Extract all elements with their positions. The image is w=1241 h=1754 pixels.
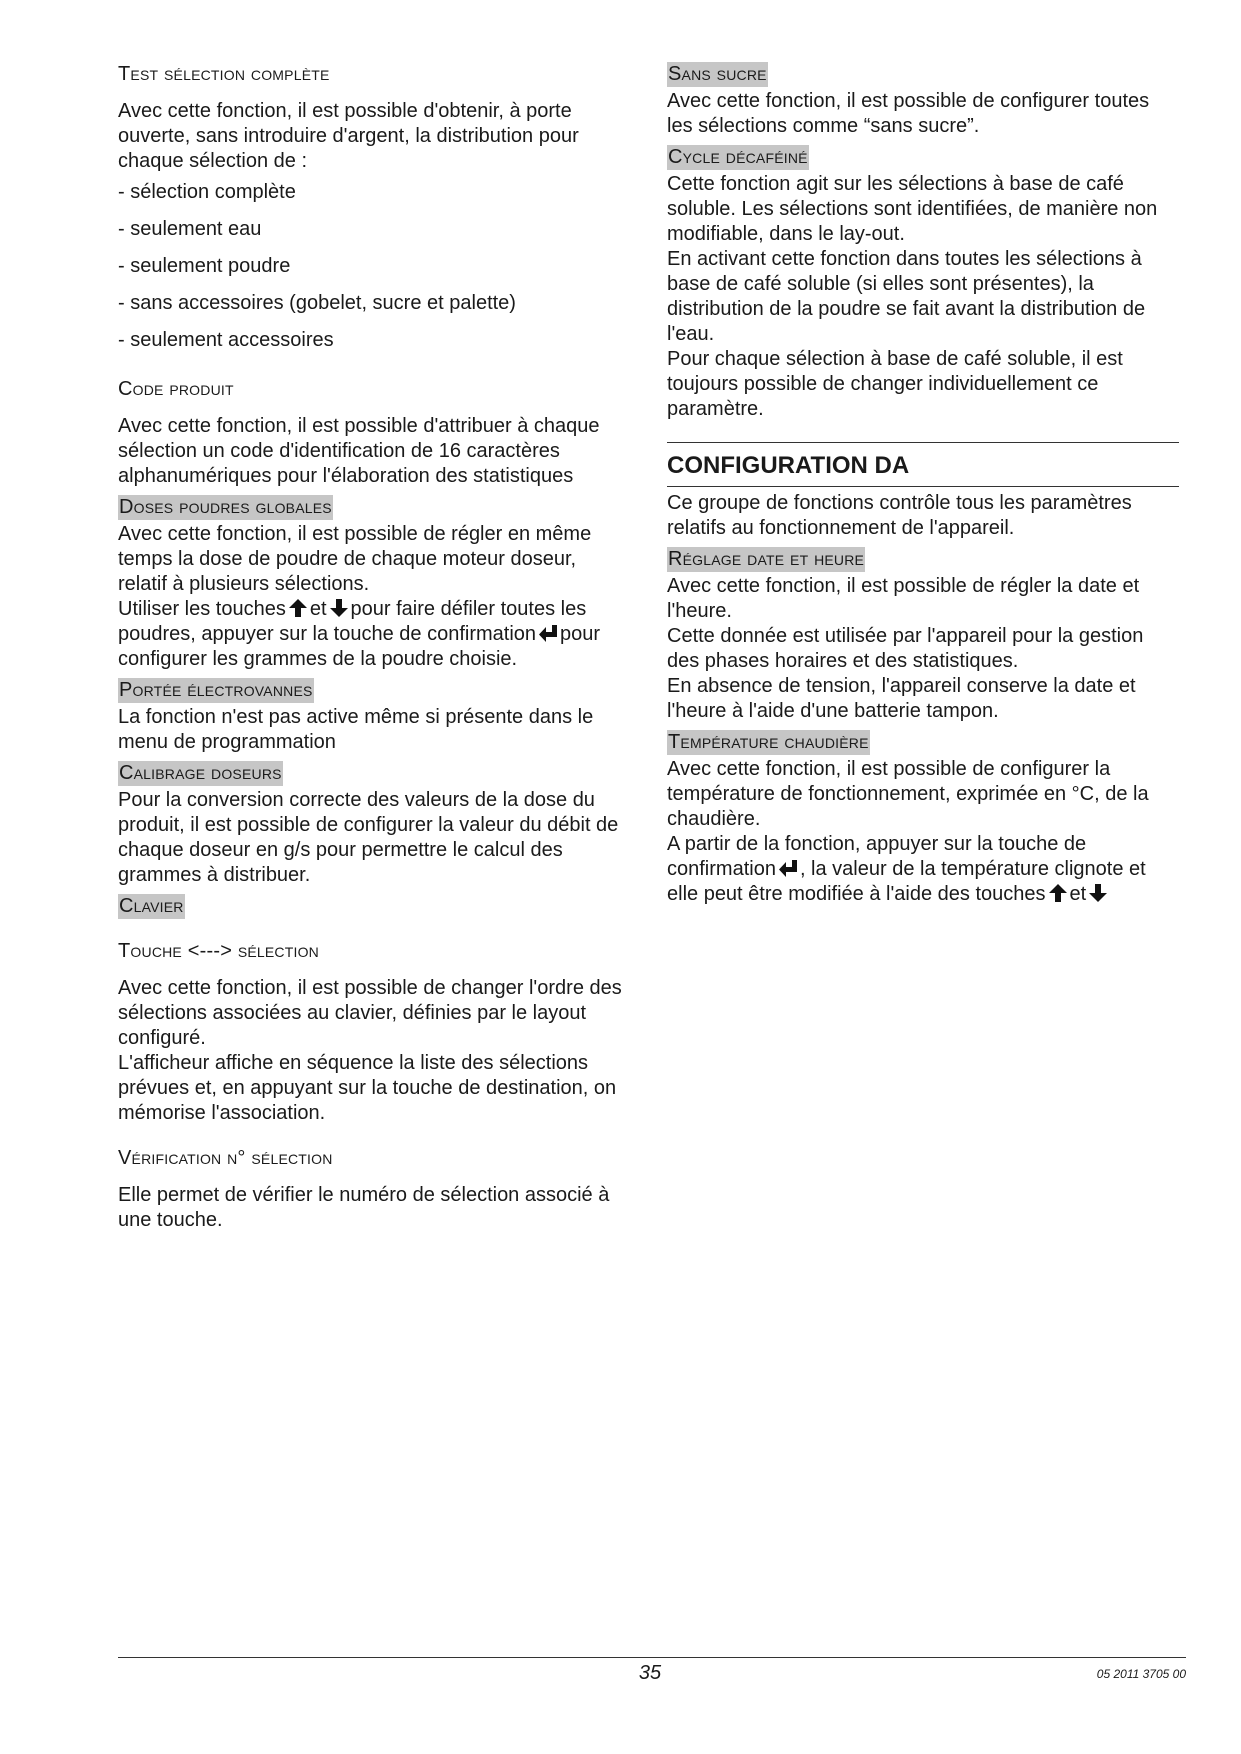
reglage-body-3: En absence de tension, l'appareil conserve la date et l'heure à l'aide d'une batterie tampon. [667,675,1136,722]
doses-keys-text-2: et [309,598,327,620]
enter-icon [778,858,798,878]
list-item: - seulement accessoires [118,329,334,351]
heading-calibrage-doseurs: Calibrage doseurs [119,762,282,784]
calibrage-body: Pour la conversion correcte des valeurs de la dose du produit, il est possible de configurer la valeur du débit de chaque doseur en g/s pour permettre le calcul des grammes à distribuer. [118,789,619,886]
list-item: - sélection complète [118,181,296,203]
doses-keys-text-4: pour configurer les grammes de la poudre choisie. [118,623,601,670]
portee-body: La fonction n'est pas active même si présente dans le menu de programmation [118,706,594,753]
heading-clavier: Clavier [119,895,184,917]
heading-test-selection: Test sélection complète [118,63,330,85]
footer-rule [118,1657,1186,1658]
doses-keys-text-1: Utiliser les touches [118,598,286,620]
left-column [118,62,630,1233]
heading-portee-electrovannes: Portée électrovannes [119,679,313,701]
reglage-body-2: Cette donnée est utilisée par l'appareil pour la gestion des phases horaires et des statistiques. [667,625,1144,672]
verification-body: Elle permet de vérifier le numéro de sélection associé à une touche. [118,1184,610,1231]
arrow-down-icon [1088,883,1108,903]
touche-body-1: Avec cette fonction, il est possible de changer l'ordre des sélections associées au clavier, définies par le layout configuré. [118,977,622,1049]
temperature-text-a: A partir de la fonction, appuyer sur la touche de confirmation [667,833,1087,880]
temperature-text-c: et [1069,883,1087,905]
doses-body: Avec cette fonction, il est possible de régler en même temps la dose de poudre de chaque moteur doseur, relatif à plusieurs sélections. [118,523,592,595]
list-item: - seulement poudre [118,255,291,277]
heading-doses-poudres: Doses poudres globales [119,496,332,518]
arrow-down-icon [329,598,349,618]
heading-cycle-decafeine: Cycle décaféiné [668,146,808,168]
code-produit-body: Avec cette fonction, il est possible d'attribuer à chaque sélection un code d'identification de 16 caractères alphanumériques pour l'élaboration des statistiques [118,415,600,487]
configuration-body: Ce groupe de fonctions contrôle tous les paramètres relatifs au fonctionnement de l'appareil. [667,492,1132,539]
list-item: - seulement eau [118,218,262,240]
cycle-body-2: En activant cette fonction dans toutes les sélections à base de café soluble (si elles sont présentes), la distribution de la poudre se fait avant la distribution de l'eau. [667,248,1146,345]
cycle-body-1: Cette fonction agit sur les sélections à base de café soluble. Les sélections sont identifiées, de manière non modifiable, dans le lay-out. [667,173,1158,245]
cycle-body-3: Pour chaque sélection à base de café soluble, il est toujours possible de changer individuellement ce paramètre. [667,348,1123,420]
section-title-configuration: CONFIGURATION DA [667,452,910,479]
heading-reglage-date: Réglage date et heure [668,548,865,570]
doses-keys-paragraph [118,597,630,672]
list-item: - sans accessoires (gobelet, sucre et palette) [118,292,516,314]
heading-touche-selection: Touche <---> sélection [118,940,319,962]
sans-sucre-body: Avec cette fonction, il est possible de configurer toutes les sélections comme “sans sucre”. [667,90,1150,137]
reglage-body-1: Avec cette fonction, il est possible de régler la date et l'heure. [667,575,1140,622]
temperature-body-1: Avec cette fonction, il est possible de configurer la température de fonctionnement, exprimée en °C, de la chaudière. [667,758,1149,830]
document-code: 05 2011 3705 00 [1096,1667,1186,1681]
arrow-up-icon [1048,883,1068,903]
doses-keys-text-3: pour faire défiler toutes les poudres, appuyer sur la touche de confirmation [118,598,587,645]
heading-temperature-chaudiere: Température chaudière [668,731,869,753]
heading-verification-selection: Vérification n° sélection [118,1147,333,1169]
temperature-body-2 [667,832,1179,907]
temperature-text-b: , la valeur de la température clignote et elle peut être modifiée à l'aide des touches [667,858,1146,905]
arrow-up-icon [288,598,308,618]
touche-body-2: L'afficheur affiche en séquence la liste des sélections prévues et, en appuyant sur la touche de destination, on mémorise l'association. [118,1052,617,1124]
heading-code-produit: Code produit [118,378,234,400]
heading-sans-sucre: Sans sucre [668,63,767,85]
enter-icon [538,623,558,643]
page-number: 35 [638,1662,662,1684]
test-selection-body: Avec cette fonction, il est possible d'obtenir, à porte ouverte, sans introduire d'argent, la distribution pour chaque sélection de : [118,100,579,172]
right-column [667,62,1179,907]
